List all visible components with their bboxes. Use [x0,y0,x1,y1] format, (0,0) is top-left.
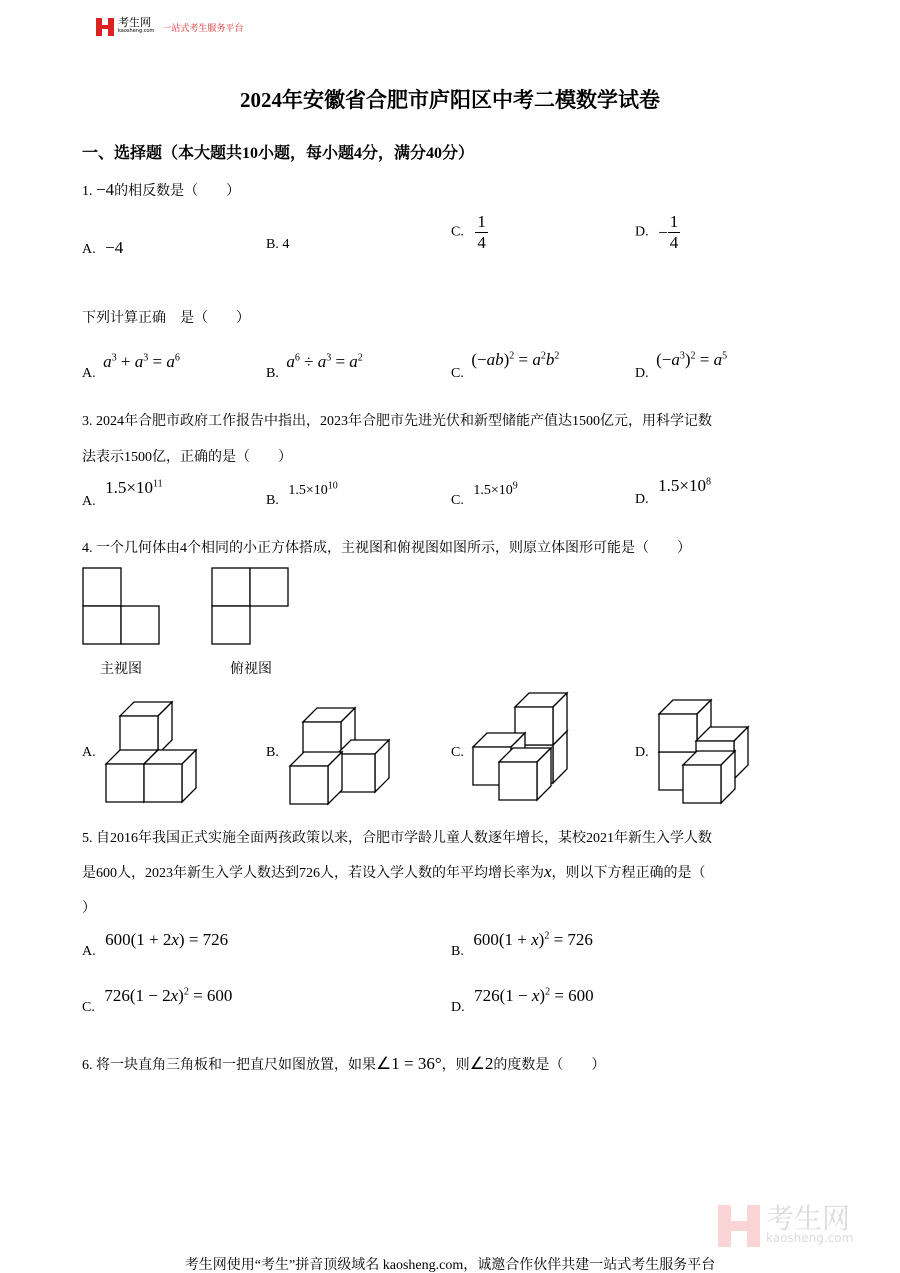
logo-text: 考生网 [118,16,151,29]
q5-option-d: D. $726(1 - x)^2 = 600$ [451,986,594,1015]
q1-option-b: B. 4 [266,237,290,252]
q4-option-b: B. [266,745,279,760]
q5-option-a: A. 600(1 + 2x) = 726 [82,930,229,959]
cube-front-face [683,765,721,803]
question-2: 下列计算正确 是（ ） [82,311,250,326]
q2-option-d: D. $(-a^3)^2 = a^5$ [635,350,728,381]
top-view-figure [212,568,288,644]
q2-option-a: A. $a^3 + a^3 = a^6$ [82,352,180,381]
q3-option-d: D. $1.5\times 10^8$ [635,476,711,507]
question-6: 6. 将一块直角三角板和一把直尺如图放置，如果∠1 = 36°，则∠2的度数是（ ） [82,1054,606,1073]
q4-option-c: C. [451,745,464,760]
question-3-line1: 3. 2024年合肥市政府工作报告中指出，2023年合肥市先进光伏和新型储能产值达1500亿元，用科学记数 [82,414,712,429]
q4-option-d: D. [635,745,649,760]
cube-front-face [290,766,328,804]
q5-option-b: B. $600(1 + x)^2 = 726$ [451,930,593,959]
watermark-icon [718,1205,760,1247]
watermark-logo: 考生网 kaosheng.com [718,1205,853,1247]
q3-option-b: B. $1.5\times 10^{10}$ [266,480,338,508]
q2-option-b: B. $a^6 \div a^3 = a^2$ [266,352,363,381]
section-heading: 一、选择题（本大题共10小题，每小题4分，满分40分） [82,145,475,162]
front-view-label: 主视图 [100,662,142,677]
question-1: 1. −4的相反数是（ ） [82,180,241,199]
question-5-line1: 5. 自2016年我国正式实施全面两孩政策以来，合肥市学龄儿童人数逐年增长，某校2021年新生入学人数 [82,831,712,846]
q5-option-c: C. $726(1 - 2x)^2 = 600$ [82,986,233,1015]
logo-sub: kaosheng.com [118,28,155,34]
q1-option-a: A. −4 [82,238,124,257]
q1-option-d: D. − $\frac{1}{4}$ [635,212,679,252]
q2-option-c: C. $(-ab)^2 = a^2b^2$ [451,350,560,381]
question-4: 4. 一个几何体由4个相同的小正方体搭成，主视图和俯视图如图所示，则原立体图形可能是（ ） [82,541,691,556]
footer-text: 考生网使用“考生”拼音顶级域名 kaosheng.com，诚邀合作伙伴共建一站式考生服务平台 [184,1258,716,1273]
cube-front-face [144,764,182,802]
cube-front-face [659,714,697,752]
cube-front-face [337,754,375,792]
q3-option-a: A. $1.5\times 10^{11}$ [82,478,163,509]
cube-front-face [106,764,144,802]
q4-option-a: A. [82,745,96,760]
exam-title: 2024年安徽省合肥市庐阳区中考二模数学试卷 [240,88,660,112]
q3-option-c: C. $1.5\times 10^9$ [451,480,518,508]
cube-front-face [499,762,537,800]
question-5-line2: 是600人，2023年新生入学人数达到726人，若设入学人数的年平均增长率为x，则以下方程正确的是（ [82,862,706,881]
front-view-figure [83,568,159,644]
question-5-line3: ） [82,901,96,916]
top-view-label: 俯视图 [230,662,272,677]
q1-option-c: C. $\frac{1}{4}$ [451,212,486,252]
question-3-line2: 法表示1500亿，正确的是（ ） [82,450,292,465]
cube-front-face [120,716,158,754]
slogan: 一站式考生服务平台 [162,23,244,34]
